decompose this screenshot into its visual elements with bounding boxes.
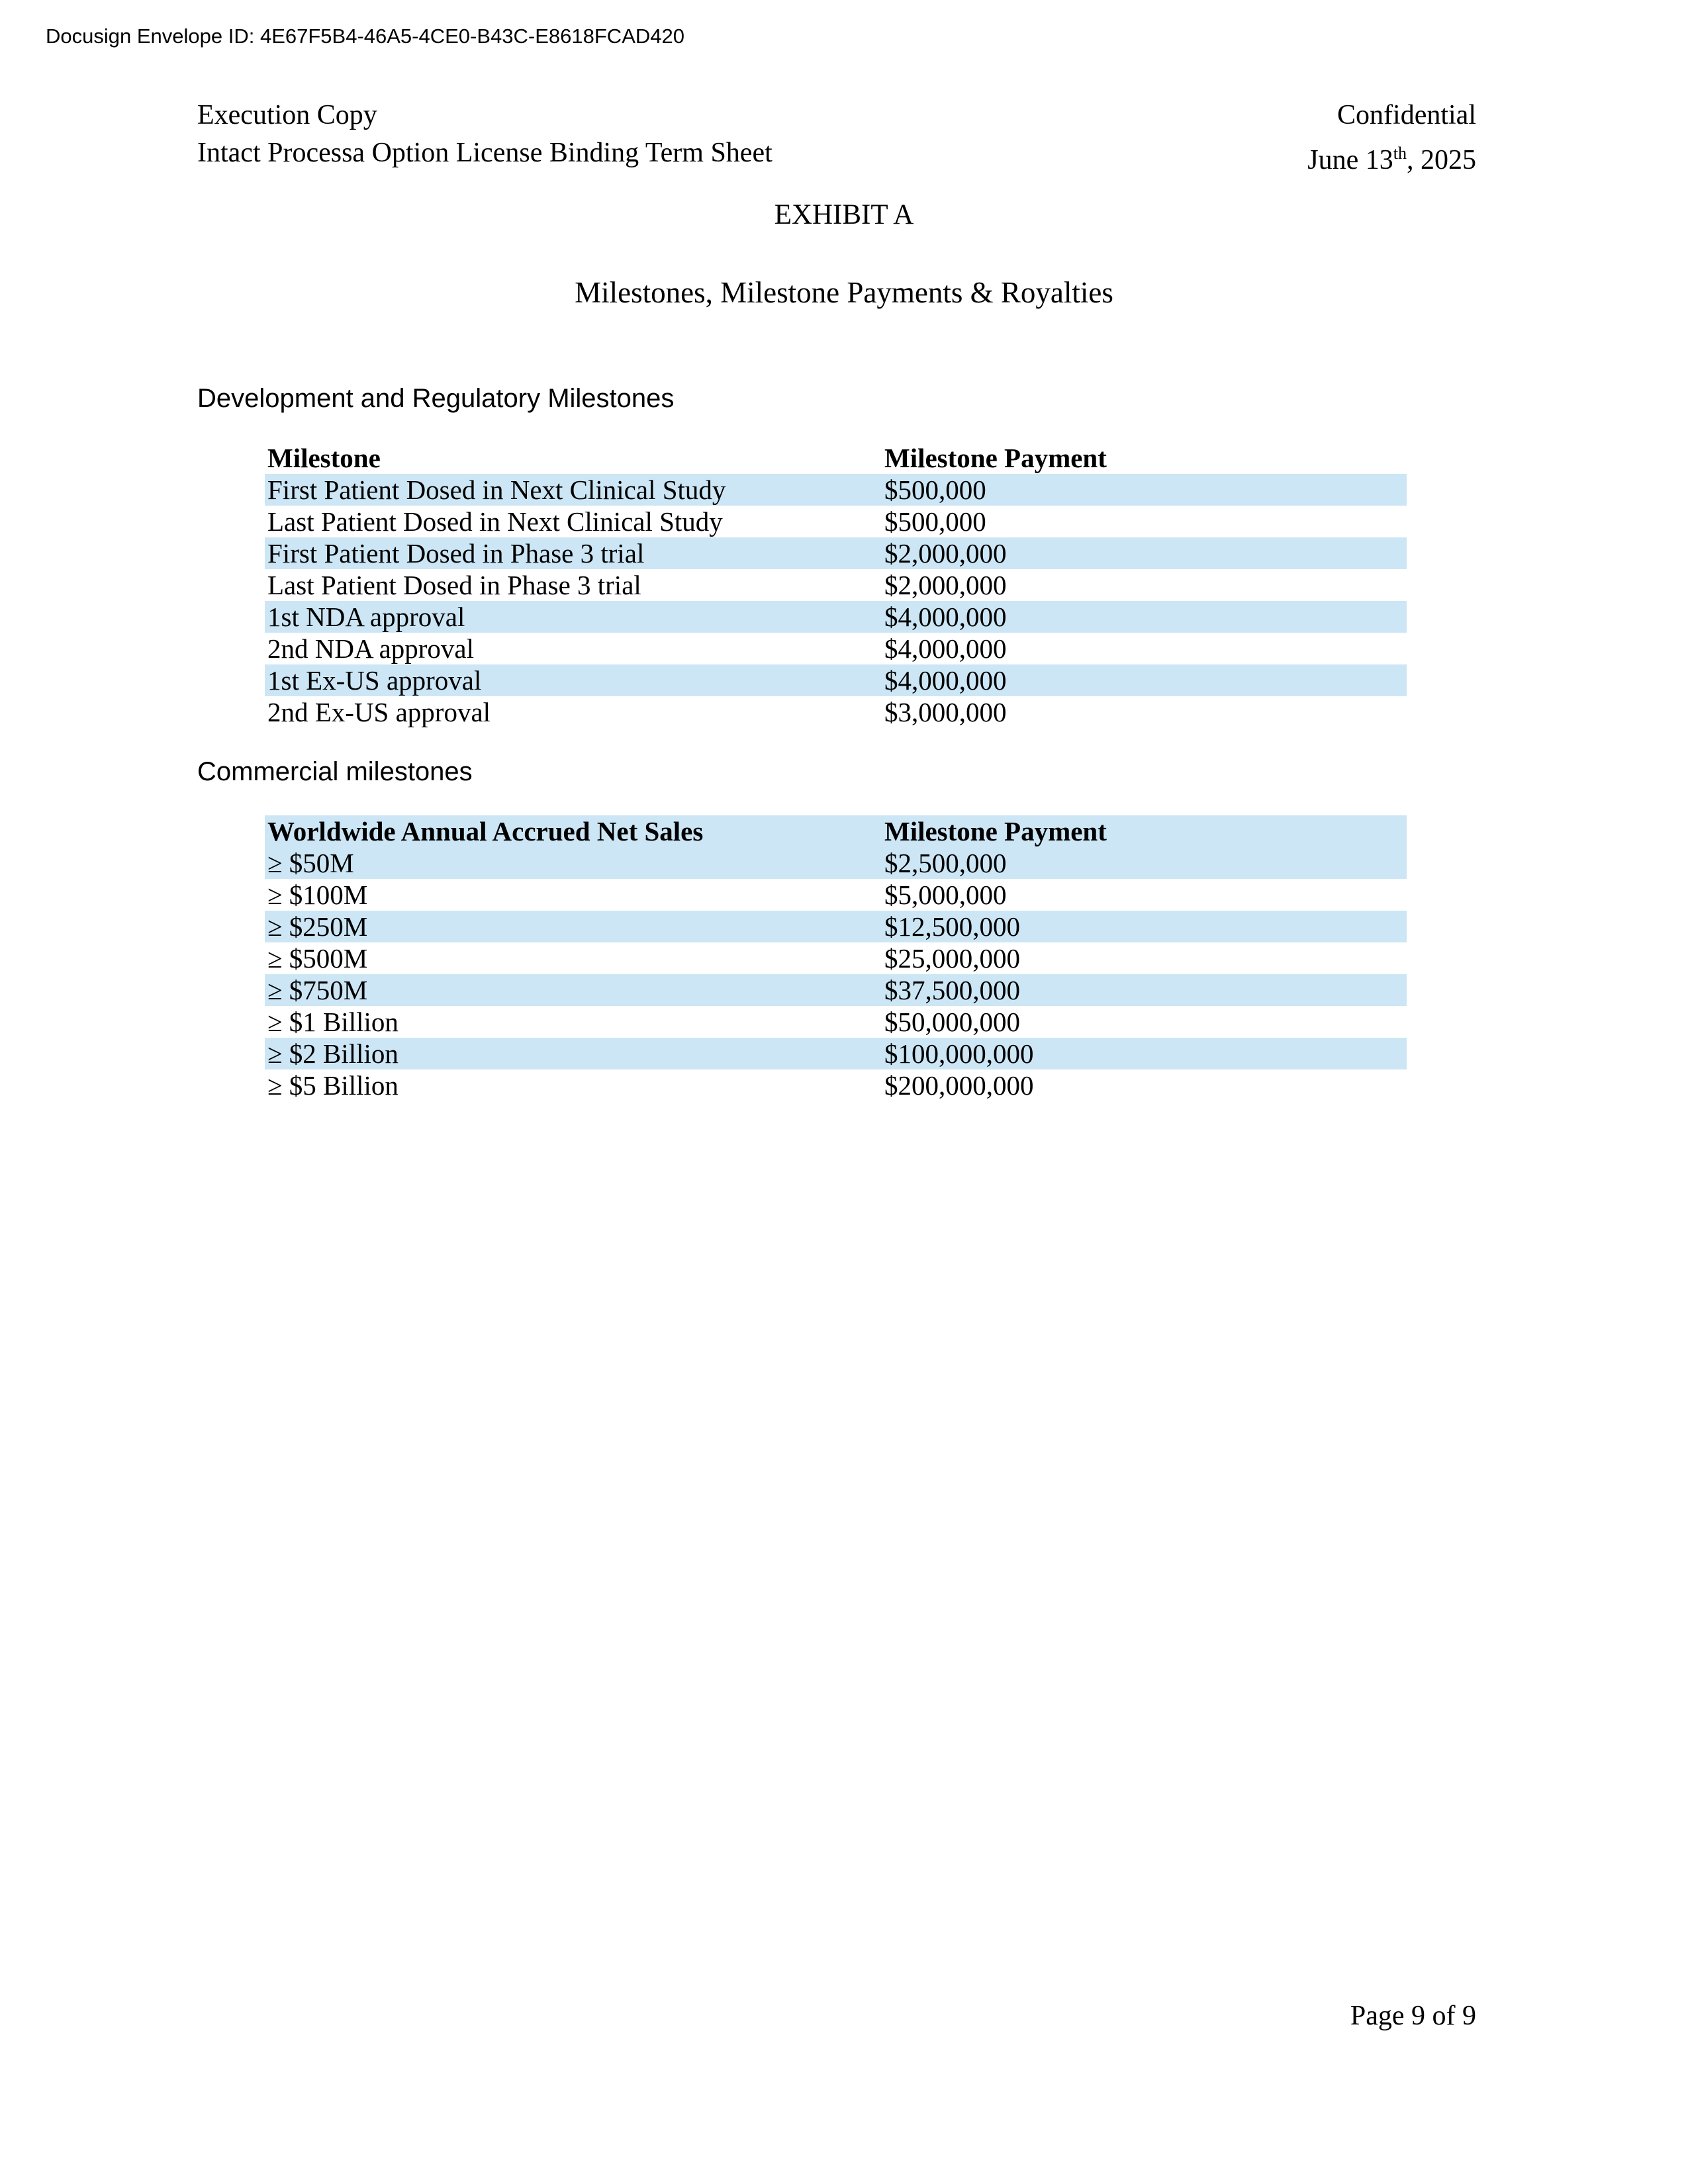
table-row (265, 911, 1407, 942)
execution-copy-label: Execution Copy (197, 100, 377, 130)
confidential-label: Confidential (1337, 100, 1476, 130)
header-right (1307, 97, 1476, 179)
table-row (265, 1006, 1407, 1038)
table-row (265, 696, 1407, 728)
table-cell: 1st Ex-US approval (267, 665, 482, 696)
table-cell: Last Patient Dosed in Phase 3 trial (267, 570, 641, 600)
docusign-envelope-id: Docusign Envelope ID: 4E67F5B4-46A5-4CE0-B43C-E8618FCAD420 (46, 24, 684, 48)
commercial-milestones-table (265, 815, 1407, 1101)
table-row (265, 1069, 1407, 1101)
table-row (265, 633, 1407, 664)
table-cell: $4,000,000 (884, 633, 1007, 664)
document-title-line: Intact Processa Option License Binding Term Sheet (197, 138, 773, 168)
table-cell: ≥ $2 Billion (267, 1038, 399, 1069)
table-cell: Milestone Payment (884, 816, 1107, 846)
table-cell: $5,000,000 (884, 880, 1007, 910)
table-cell: ≥ $250M (267, 911, 368, 942)
table-cell: $37,500,000 (884, 975, 1020, 1005)
table-cell: ≥ $5 Billion (267, 1070, 399, 1101)
table-row (265, 537, 1407, 569)
page-number: Page 9 of 9 (1350, 2001, 1476, 2031)
table-cell: $500,000 (884, 475, 986, 505)
table-cell: ≥ $50M (267, 848, 354, 878)
table-row (265, 847, 1407, 879)
table-cell: 2nd NDA approval (267, 633, 475, 664)
table-cell: $4,000,000 (884, 602, 1007, 632)
dev-milestones-table (265, 442, 1407, 728)
exhibit-title: EXHIBIT A (774, 199, 914, 230)
table-header-row (265, 815, 1407, 847)
table-cell: ≥ $500M (267, 943, 368, 974)
table-row (265, 974, 1407, 1006)
table-cell: $4,000,000 (884, 665, 1007, 696)
table-row (265, 601, 1407, 633)
table-cell: 1st NDA approval (267, 602, 465, 632)
document-date: June 13th, 2025 (1307, 144, 1476, 175)
date-ordinal-superscript: th (1393, 144, 1407, 163)
page-subtitle: Milestones, Milestone Payments & Royalties (575, 276, 1113, 309)
table-cell: First Patient Dosed in Phase 3 trial (267, 538, 645, 569)
table-cell: $12,500,000 (884, 911, 1020, 942)
commercial-milestones-heading: Commercial milestones (197, 757, 473, 786)
table-row (265, 879, 1407, 911)
table-row (265, 506, 1407, 537)
table-cell: Worldwide Annual Accrued Net Sales (267, 816, 704, 846)
table-cell: $2,500,000 (884, 848, 1007, 878)
table-cell: Last Patient Dosed in Next Clinical Study (267, 506, 723, 537)
table-cell: Milestone Payment (884, 443, 1107, 473)
table-cell: $100,000,000 (884, 1038, 1034, 1069)
table-cell: $50,000,000 (884, 1007, 1020, 1037)
table-row (265, 664, 1407, 696)
table-cell: ≥ $750M (267, 975, 368, 1005)
table-cell: $200,000,000 (884, 1070, 1034, 1101)
table-row (265, 1038, 1407, 1069)
table-cell: $2,000,000 (884, 538, 1007, 569)
dev-milestones-heading: Development and Regulatory Milestones (197, 384, 675, 413)
table-row (265, 942, 1407, 974)
table-cell: $2,000,000 (884, 570, 1007, 600)
table-cell: $3,000,000 (884, 697, 1007, 727)
table-cell: 2nd Ex-US approval (267, 697, 491, 727)
table-cell: First Patient Dosed in Next Clinical Study (267, 475, 726, 505)
header-left (197, 97, 773, 172)
table-cell: $25,000,000 (884, 943, 1020, 974)
table-cell: $500,000 (884, 506, 986, 537)
table-row (265, 569, 1407, 601)
table-cell: Milestone (267, 443, 381, 473)
table-header-row (265, 442, 1407, 474)
table-row (265, 474, 1407, 506)
table-cell: ≥ $1 Billion (267, 1007, 399, 1037)
table-cell: ≥ $100M (267, 880, 368, 910)
